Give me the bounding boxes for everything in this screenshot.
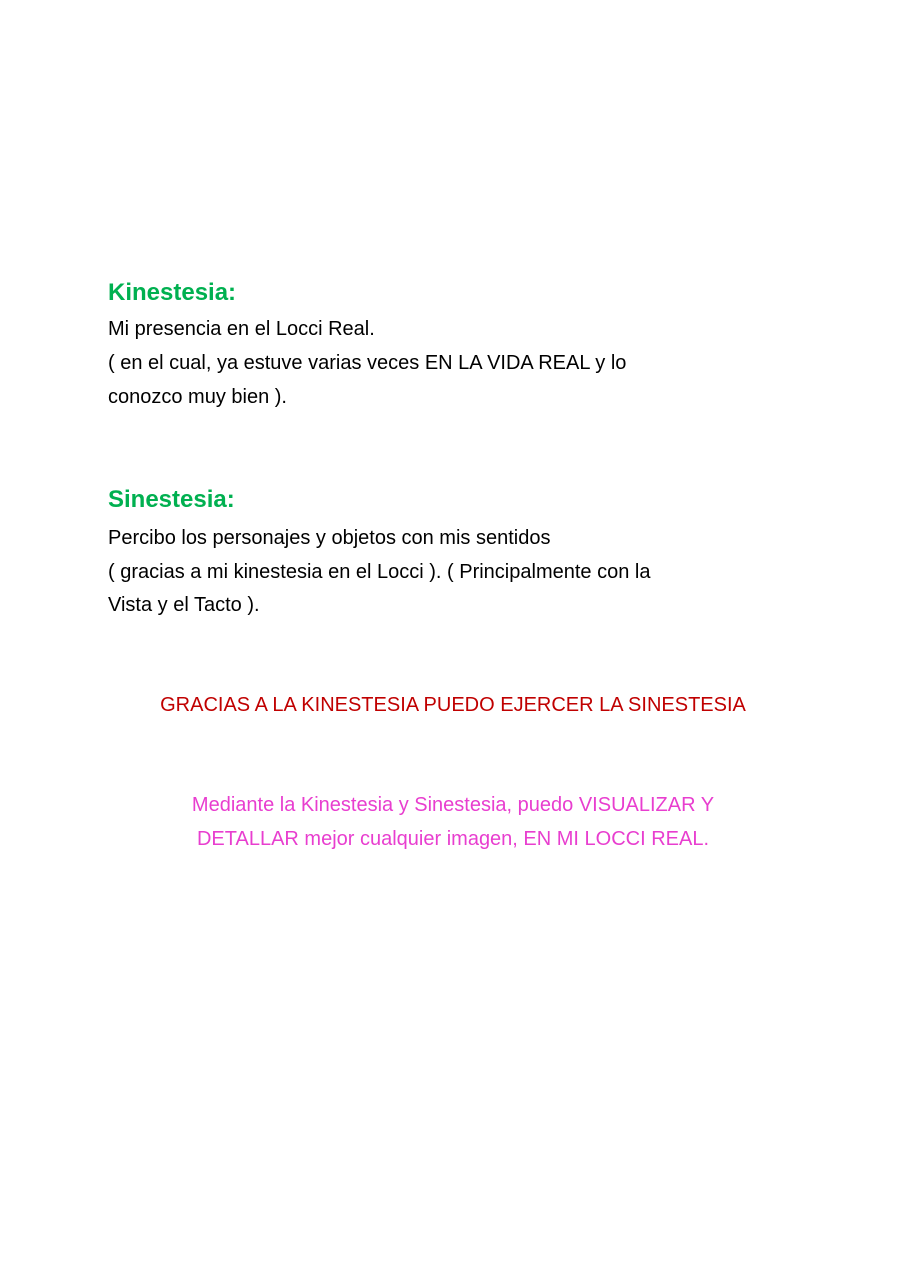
kinestesia-heading: Kinestesia: bbox=[108, 279, 237, 306]
kinestesia-line: conozco muy bien ). bbox=[108, 386, 287, 408]
conclusion-line: Mediante la Kinestesia y Sinestesia, puedo VISUALIZAR Y bbox=[191, 794, 715, 816]
sinestesia-line: Percibo los personajes y objetos con mis sentidos bbox=[108, 527, 551, 549]
sinestesia-line: Vista y el Tacto ). bbox=[108, 594, 260, 616]
sinestesia-line: ( gracias a mi kinestesia en el Locci ). ( Principalmente con la bbox=[108, 561, 651, 583]
conclusion-line: DETALLAR mejor cualquier imagen, EN MI LOCCI REAL. bbox=[196, 828, 710, 850]
statement-line: GRACIAS A LA KINESTESIA PUEDO EJERCER LA SINESTESIA bbox=[160, 694, 746, 716]
kinestesia-line: ( en el cual, ya estuve varias veces EN LA VIDA REAL y lo bbox=[108, 352, 627, 374]
sinestesia-heading: Sinestesia: bbox=[108, 486, 235, 513]
kinestesia-line: Mi presencia en el Locci Real. bbox=[108, 318, 375, 340]
